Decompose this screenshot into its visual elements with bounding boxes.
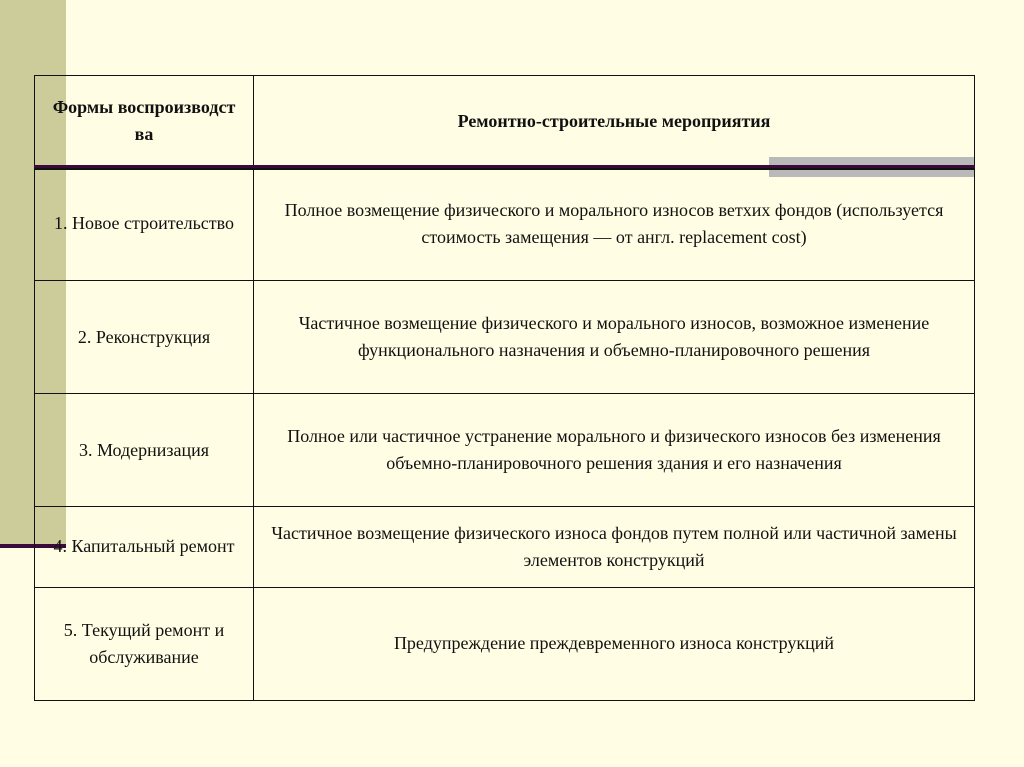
table-row (35, 394, 975, 506)
row-measures: Частичное возмещение физического износа фондов путем полной или частичной замены элементов конструкций (254, 506, 975, 587)
table-row (35, 167, 975, 281)
row-measures: Частичное возмещение физического и морального износов, возможное изменение функционального назначения и объемно-планировочного решения (254, 281, 975, 394)
row-form: 3. Модернизация (35, 394, 254, 506)
row-measures: Полное возмещение физического и морального износов ветхих фондов (используется стоимость замещения — от англ. replacement cost) (254, 167, 975, 281)
row-form: 4. Капитальный ремонт (35, 506, 254, 587)
row-measures: Предупреждение преждевременного износа конструкций (254, 587, 975, 700)
table-row (35, 587, 975, 700)
row-form: 1. Новое строительство (35, 167, 254, 281)
table-header-row (35, 76, 975, 167)
row-form: 5. Текущий ремонт и обслуживание (35, 587, 254, 700)
header-divider-border (34, 168, 975, 170)
header-forms: Формы воспроизводст ва (35, 76, 254, 167)
table-row (35, 506, 975, 587)
header-measures: Ремонтно-строительные мероприятия (254, 76, 975, 167)
row-measures: Полное или частичное устранение морального и физического износов без изменения объемно-планировочного решения здания и его назначения (254, 394, 975, 506)
table-row (35, 281, 975, 394)
row-form: 2. Реконструкция (35, 281, 254, 394)
